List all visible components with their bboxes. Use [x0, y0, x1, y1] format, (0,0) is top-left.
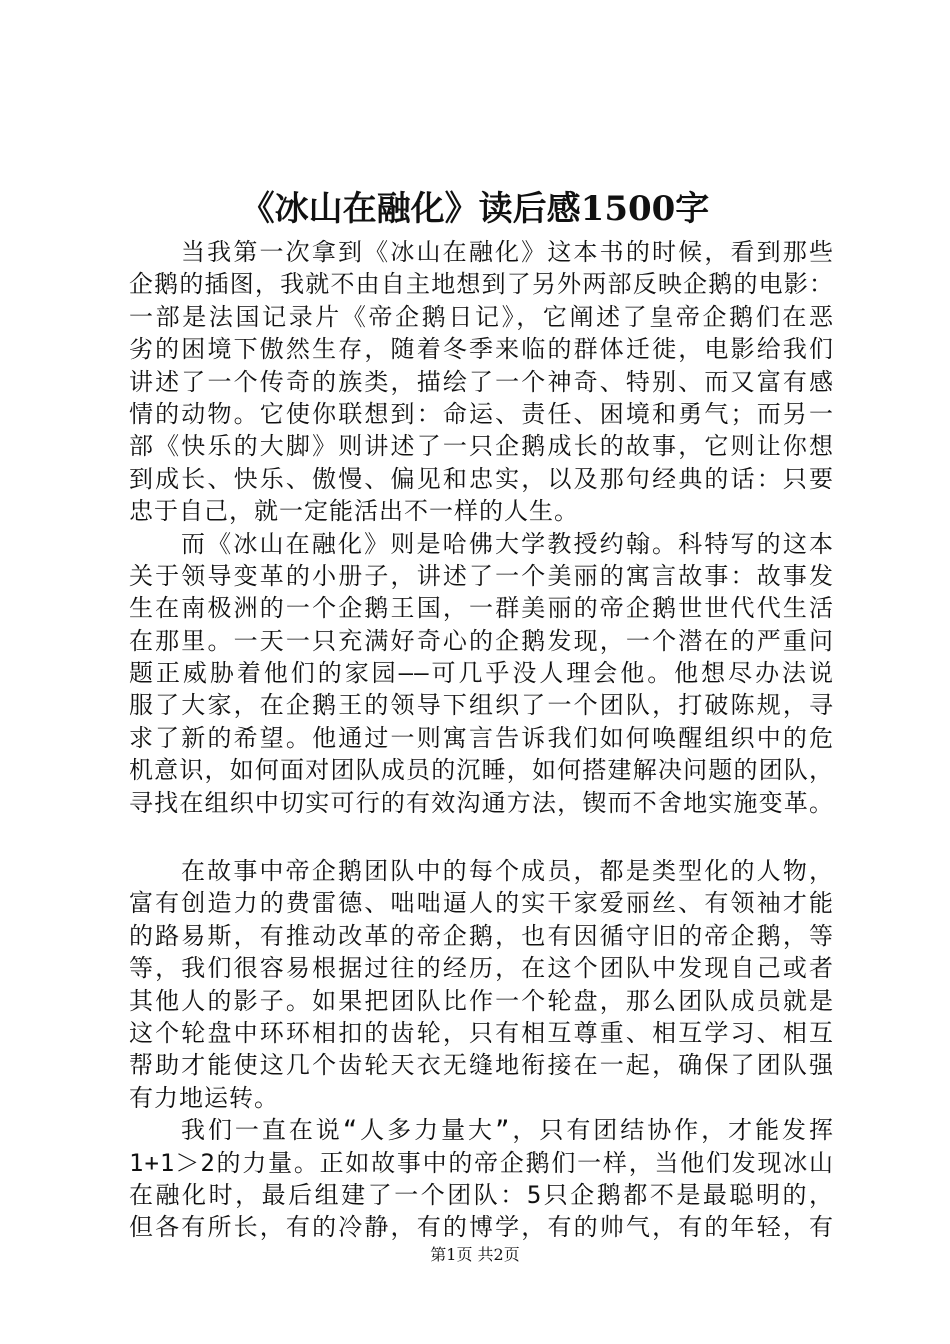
- text-line: 寻找在组织中切实可行的有效沟通方法，锲而不舍地实施变革。: [129, 788, 834, 817]
- text-line: 机意识，如何面对团队成员的沉睡，如何搭建解决问题的团队，: [129, 756, 834, 785]
- text-line: 有力地运转。: [129, 1083, 279, 1112]
- text-line: 情的动物。它使你联想到：命运、责任、困境和勇气；而另一: [129, 399, 834, 428]
- text-line: 等，我们很容易根据过往的经历，在这个团队中发现自己或者: [129, 954, 834, 983]
- text-line: 一部是法国记录片《帝企鹅日记》，它阐述了皇帝企鹅们在恶: [129, 302, 834, 331]
- text-line: 的路易斯，有推动改革的帝企鹅，也有因循守旧的帝企鹅，等: [129, 921, 834, 950]
- text-line: 劣的困境下傲然生存，随着冬季来临的群体迁徙，电影给我们: [129, 335, 834, 364]
- text-line: 富有创造力的费雷德、咄咄逼人的实干家爱丽丝、有领袖才能: [129, 889, 834, 918]
- text-line: 题正威胁着他们的家园——可几乎没人理会他。他想尽办法说: [129, 659, 834, 688]
- paragraph-2: [129, 528, 834, 820]
- text-line: 1+1＞2的力量。正如故事中的帝企鹅们一样，当他们发现冰山: [129, 1148, 834, 1177]
- text-line: 忠于自己，就一定能活出不一样的人生。: [129, 497, 579, 526]
- document-title: 《冰山在融化》读后感1500字: [240, 189, 710, 229]
- text-line: 在融化时，最后组建了一个团队：5只企鹅都不是最聪明的，: [129, 1180, 834, 1209]
- text-line: 但各有所长，有的冷静，有的博学，有的帅气，有的年轻，有: [129, 1213, 834, 1242]
- text-line: 关于领导变革的小册子，讲述了一个美丽的寓言故事：故事发: [129, 561, 834, 590]
- text-line: 讲述了一个传奇的族类，描绘了一个神奇、特别、而又富有感: [129, 367, 834, 396]
- text-line: 我们一直在说“人多力量大”，只有团结协作，才能发挥: [181, 1116, 834, 1145]
- text-line: 生在南极洲的一个企鹅王国，一群美丽的帝企鹅世世代代生活: [129, 594, 834, 623]
- text-line: 到成长、快乐、傲慢、偏见和忠实，以及那句经典的话：只要: [129, 464, 834, 493]
- text-line: 这个轮盘中环环相扣的齿轮，只有相互尊重、相互学习、相互: [129, 1018, 834, 1047]
- paragraph-1: [129, 236, 834, 528]
- text-line: 当我第一次拿到《冰山在融化》这本书的时候，看到那些: [181, 238, 834, 266]
- document-body: [129, 236, 834, 1244]
- paragraph-3: [129, 855, 834, 1114]
- text-line: 部《快乐的大脚》则讲述了一只企鹅成长的故事，它则让你想: [129, 432, 834, 461]
- text-line: 企鹅的插图，我就不由自主地想到了另外两部反映企鹅的电影：: [129, 270, 834, 299]
- text-line: 求了新的希望。他通过一则寓言告诉我们如何唤醒组织中的危: [129, 723, 834, 752]
- page-footer: 第1页 共2页: [430, 1245, 520, 1264]
- text-line: 服了大家，在企鹅王的领导下组织了一个团队，打破陈规，寻: [129, 691, 834, 720]
- text-line: 在故事中帝企鹅团队中的每个成员，都是类型化的人物，: [181, 857, 834, 886]
- text-line: 而《冰山在融化》则是哈佛大学教授约翰。科特写的这本: [181, 529, 834, 558]
- text-line: 其他人的影子。如果把团队比作一个轮盘，那么团队成员就是: [129, 986, 834, 1015]
- text-line: 在那里。一天一只充满好奇心的企鹅发现，一个潜在的严重问: [129, 626, 834, 655]
- paragraph-4: [129, 1114, 834, 1244]
- text-line: 帮助才能使这几个齿轮天衣无缝地衔接在一起，确保了团队强: [129, 1051, 834, 1080]
